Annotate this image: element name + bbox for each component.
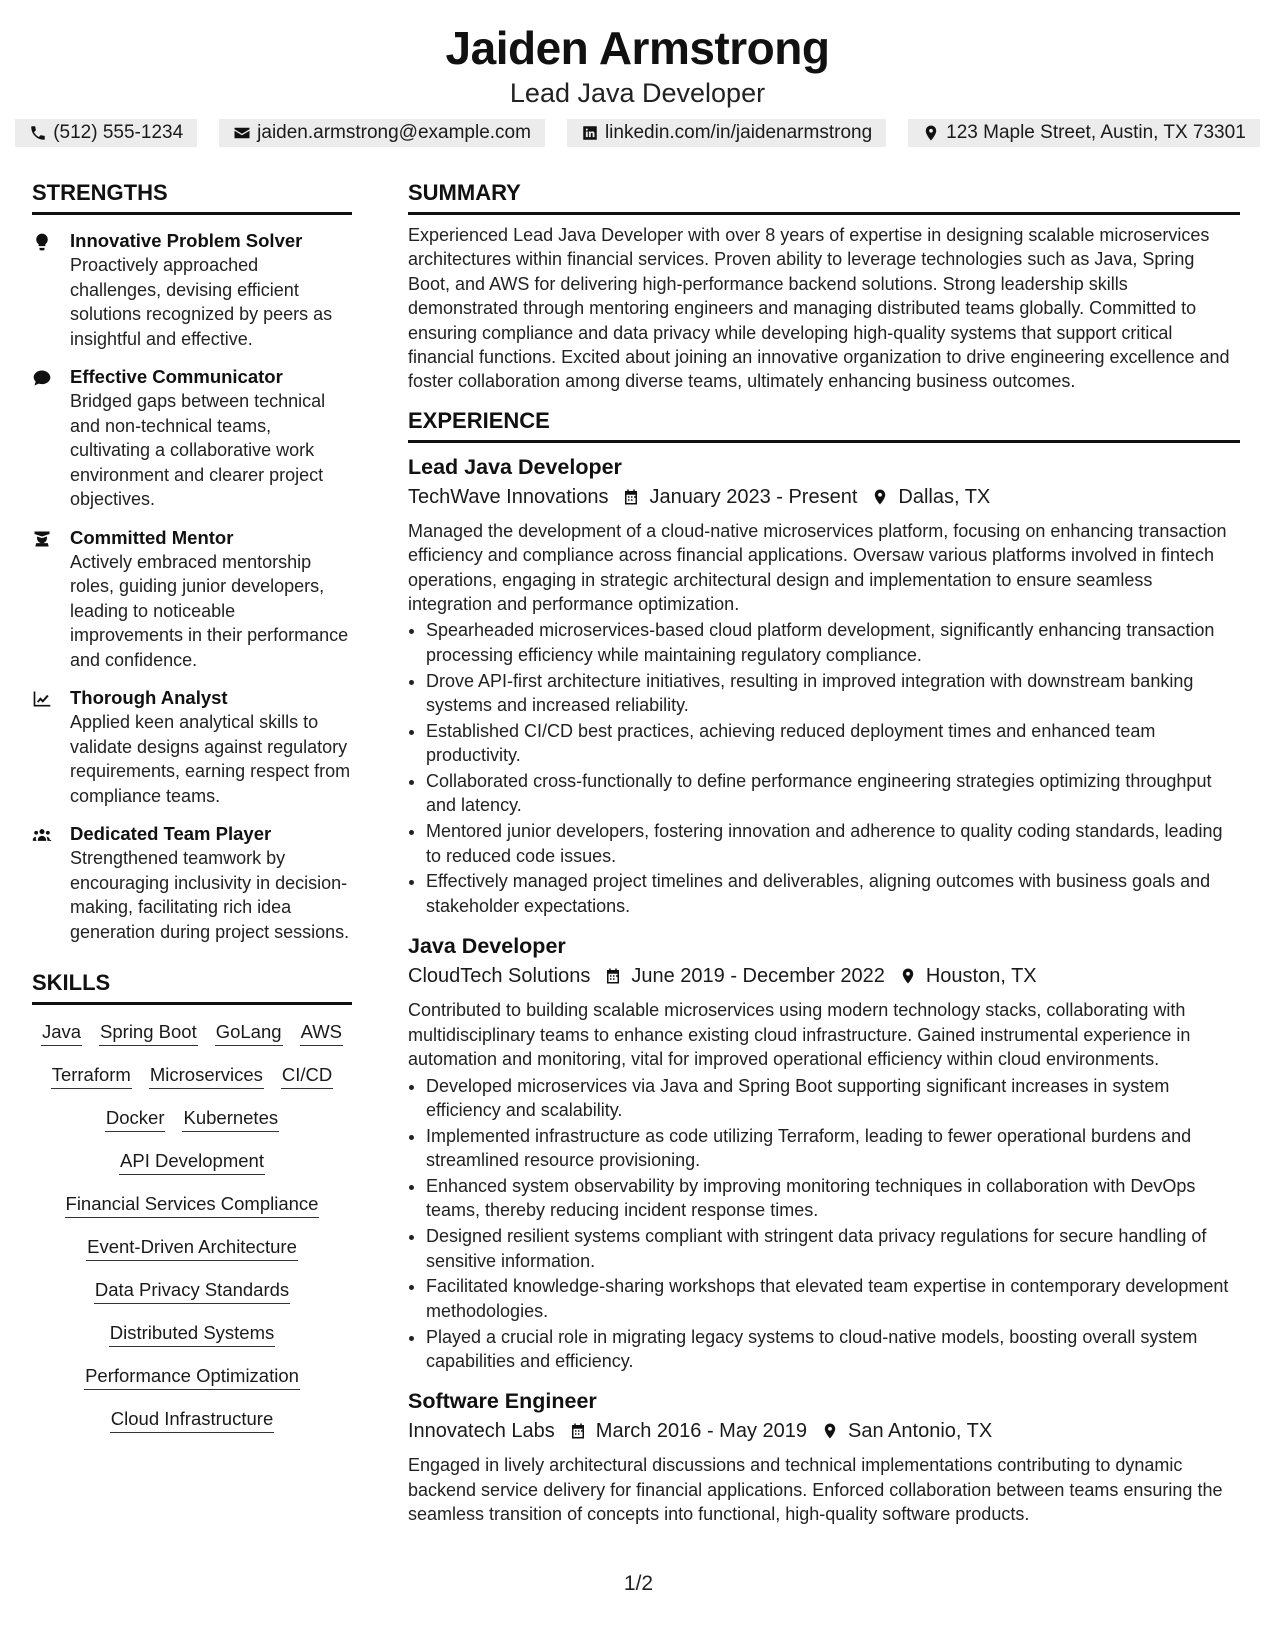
speech-bubble-icon xyxy=(32,368,52,388)
map-pin-icon xyxy=(821,1422,839,1440)
job-description: Engaged in lively architectural discussions and technical implementations contributing to dynamic backend service delivery for financial applications. Enforced collaboration between teams ensuring the seamless transition of concepts into functional, high-quality software products. xyxy=(408,1455,1223,1525)
job-meta xyxy=(408,1417,1240,1445)
calendar-icon xyxy=(622,488,640,506)
contact-address xyxy=(908,119,1260,147)
job-description: Managed the development of a cloud-native microservices platform, focusing on enhancing transaction efficiency and compliance across financial applications. Oversaw various platforms involved in fintech operations, engaging in strategic architectural design and implementation to ensure seamless integration and performance optimization. xyxy=(408,520,1227,615)
job-title: Lead Java Developer xyxy=(408,454,622,479)
strength-desc: Proactively approached challenges, devising efficient solutions recognized by peers as insightful and effective. xyxy=(70,255,333,349)
job-company: Innovatech Labs xyxy=(408,1420,555,1443)
job-location: Houston, TX xyxy=(925,965,1037,988)
strengths-heading: STRENGTHS xyxy=(32,180,352,215)
map-pin-icon xyxy=(922,124,940,142)
left-column xyxy=(32,180,352,1433)
job-entry xyxy=(408,1387,1240,1526)
strength-item xyxy=(32,229,352,351)
skill-tag: Terraform xyxy=(51,1064,132,1089)
page-number: 1/2 xyxy=(623,1572,654,1595)
envelope-icon xyxy=(233,124,251,142)
job-bullet: • Enhanced system observability by improving monitoring techniques in collaboration with DevOps teams, thereby reducing incident response times. xyxy=(426,1174,1240,1223)
strength-title: Committed Mentor xyxy=(70,526,234,548)
contact-row xyxy=(0,119,1275,147)
line-chart-icon xyxy=(32,689,52,709)
job-company: CloudTech Solutions xyxy=(408,965,591,988)
summary-heading: SUMMARY xyxy=(408,180,1240,215)
job-location: Dallas, TX xyxy=(898,485,991,508)
job-bullet: • Developed microservices via Java and Spring Boot supporting significant increases in system efficiency and scalability. xyxy=(426,1074,1240,1123)
skill-tag: Financial Services Compliance xyxy=(65,1193,320,1218)
calendar-icon xyxy=(569,1422,587,1440)
job-entry xyxy=(408,453,1240,918)
skill-tag: Event-Driven Architecture xyxy=(86,1236,298,1261)
strength-desc: Strengthened teamwork by encouraging inclusivity in decision-making, facilitating rich idea generation during project sessions. xyxy=(70,848,350,942)
job-dates: June 2019 - December 2022 xyxy=(631,965,885,988)
job-description: Contributed to building scalable microservices using modern technology stacks, collaborating with multidisciplinary teams to enhance existing cloud infrastructure. Gained instrumental experience in automation and monitoring, vital for improved operational efficiency within cloud environments. xyxy=(408,1000,1191,1070)
skill-tag: Performance Optimization xyxy=(84,1365,300,1390)
job-bullet: • Effectively managed project timelines and deliverables, aligning outcomes with business goals and stakeholder expectations. xyxy=(426,869,1240,918)
job-location: San Antonio, TX xyxy=(848,1420,993,1443)
map-pin-icon xyxy=(871,488,889,506)
job-dates: January 2023 - Present xyxy=(649,485,858,508)
strength-item xyxy=(32,526,352,673)
contact-linkedin-text: linkedin.com/in/jaidenarmstrong xyxy=(604,122,873,143)
skill-tag: Distributed Systems xyxy=(109,1322,276,1347)
strength-title: Thorough Analyst xyxy=(70,687,228,708)
job-bullet: • Designed resilient systems compliant with stringent data privacy regulations for secure handling of sensitive information. xyxy=(426,1224,1240,1273)
strength-desc: Bridged gaps between technical and non-technical teams, cultivating a collaborative work environment and clearer project objectives. xyxy=(70,391,326,509)
strength-item xyxy=(32,822,352,944)
strength-desc: Applied keen analytical skills to validate designs against regulatory requirements, earning respect from compliance teams. xyxy=(70,712,351,806)
job-bullet: • Mentored junior developers, fostering innovation and adherence to quality coding standards, leading to reduced code issues. xyxy=(426,819,1240,868)
candidate-name: Jaiden Armstrong xyxy=(445,22,830,74)
strength-item xyxy=(32,686,352,808)
strength-title: Effective Communicator xyxy=(70,366,283,387)
skills-heading: SKILLS xyxy=(32,970,352,1005)
skill-tag: Cloud Infrastructure xyxy=(110,1408,274,1433)
job-meta xyxy=(408,962,1240,990)
job-title: Software Engineer xyxy=(408,1389,597,1414)
job-bullet: • Established CI/CD best practices, achieving reduced deployment times and enhanced team productivity. xyxy=(426,719,1240,768)
skills-list xyxy=(32,1021,352,1433)
candidate-role: Lead Java Developer xyxy=(509,78,766,108)
summary-text: Experienced Lead Java Developer with over 8 years of expertise in designing scalable microservices architectures within financial services. Proven ability to leverage technologies such as Java, Spring Boot, and AWS for delivering high-performance backend solutions. Strong leadership skills demonstrated through mentoring engineers and managing distributed teams globally. Committed to ensuring compliance and data privacy while developing high-quality systems that support critical financial functions. Excited about joining an innovative organization to drive engineering excellence and foster collaboration among diverse teams, ultimately enhancing business outcomes. xyxy=(408,225,1230,392)
strength-title: Innovative Problem Solver xyxy=(70,230,303,251)
job-bullet: • Played a crucial role in migrating legacy systems to cloud-native models, boosting overall system capabilities and efficiency. xyxy=(426,1325,1240,1374)
strength-desc: Actively embraced mentorship roles, guiding junior developers, leading to noticeable improvements in their performance and confidence. xyxy=(70,551,349,670)
job-bullet: • Facilitated knowledge-sharing workshops that elevated team expertise in contemporary development methodologies. xyxy=(426,1274,1240,1323)
lightbulb-icon xyxy=(32,232,52,252)
strength-item xyxy=(32,365,352,512)
skill-tag: Spring Boot xyxy=(99,1021,198,1046)
job-bullet: • Drove API-first architecture initiatives, resulting in improved integration with downstream banking systems and increased reliability. xyxy=(426,669,1240,718)
calendar-icon xyxy=(604,967,622,985)
contact-linkedin[interactable] xyxy=(567,119,886,147)
job-bullets xyxy=(408,618,1240,918)
resume-header xyxy=(0,0,1275,147)
skill-tag: Kubernetes xyxy=(182,1107,279,1132)
job-dates: March 2016 - May 2019 xyxy=(595,1420,808,1443)
skill-tag: Microservices xyxy=(149,1064,264,1089)
users-icon xyxy=(32,825,52,845)
contact-email-text: jaiden.armstrong@example.com xyxy=(257,122,531,143)
strength-title: Dedicated Team Player xyxy=(70,823,272,844)
job-bullet: • Spearheaded microservices-based cloud platform development, significantly enhancing transaction processing efficiency while maintaining regulatory compliance. xyxy=(426,618,1240,667)
skill-tag: Docker xyxy=(105,1107,166,1132)
job-title: Java Developer xyxy=(408,934,566,959)
contact-phone-text: (512) 555-1234 xyxy=(53,122,184,143)
job-entry xyxy=(408,932,1240,1373)
skill-tag: CI/CD xyxy=(281,1064,333,1089)
map-pin-icon xyxy=(899,967,917,985)
contact-phone[interactable] xyxy=(15,119,197,147)
phone-icon xyxy=(29,124,47,142)
right-column xyxy=(408,180,1240,1527)
skill-tag: Data Privacy Standards xyxy=(94,1279,290,1304)
job-bullet: • Collaborated cross-functionally to define performance engineering strategies optimizing throughput and latency. xyxy=(426,769,1240,818)
contact-address-text: 123 Maple Street, Austin, TX 73301 xyxy=(946,122,1246,143)
skill-tag: GoLang xyxy=(215,1021,283,1046)
linkedin-icon xyxy=(581,124,599,142)
job-bullet: • Implemented infrastructure as code utilizing Terraform, leading to fewer operational burdens and streamlined resource provisioning. xyxy=(426,1124,1240,1173)
skill-tag: AWS xyxy=(300,1021,343,1046)
job-meta xyxy=(408,483,1240,511)
job-company: TechWave Innovations xyxy=(408,485,609,508)
job-bullets xyxy=(408,1074,1240,1374)
contact-email[interactable] xyxy=(219,119,545,147)
graduate-icon xyxy=(32,529,52,549)
experience-heading: EXPERIENCE xyxy=(408,408,1240,443)
skill-tag: API Development xyxy=(119,1150,265,1175)
skill-tag: Java xyxy=(41,1021,82,1046)
